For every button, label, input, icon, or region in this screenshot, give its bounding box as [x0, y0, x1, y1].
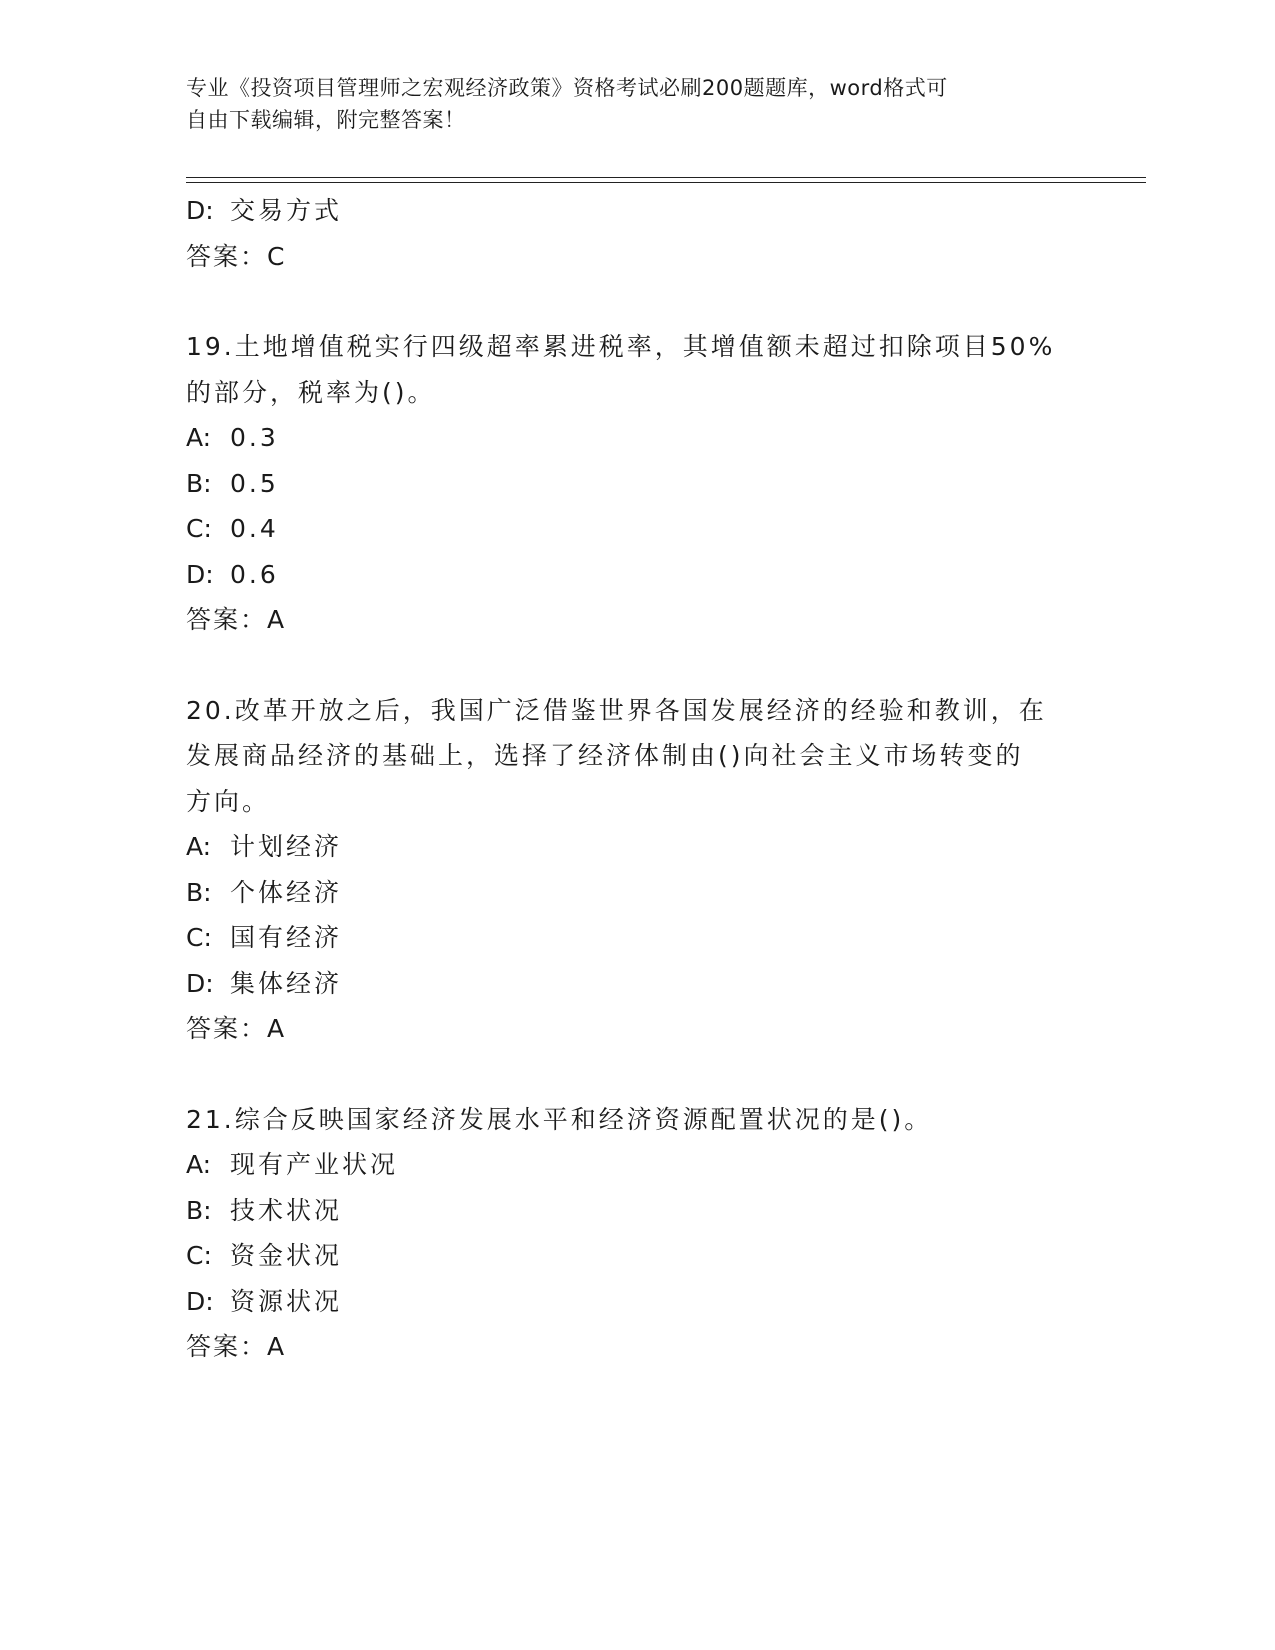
- option-label: D:: [186, 968, 214, 998]
- q19-answer: 答案：A: [186, 605, 287, 634]
- option-text: 现有产业状况: [230, 1150, 399, 1179]
- option-label: D:: [186, 559, 214, 589]
- q20-option-d: [186, 961, 1086, 1007]
- header-rule-top: [186, 177, 1146, 178]
- option-text: 0.6: [230, 559, 279, 589]
- stem-line: 发展商品经济的基础上，选择了经济体制由()向社会主义市场转变的: [186, 741, 1024, 770]
- header-line-1: 专业《投资项目管理师之宏观经济政策》资格考试必刷200题题库，word格式可: [186, 76, 948, 100]
- option-text: 个体经济: [230, 877, 343, 907]
- option-text: 0.5: [230, 468, 279, 498]
- stem-line: 21.综合反映国家经济发展水平和经济资源配置状况的是()。: [186, 1104, 933, 1134]
- document-body: [186, 188, 1086, 1370]
- option-label: A:: [186, 1150, 212, 1179]
- stem-line: 19.土地增值税实行四级超率累进税率，其增值额未超过扣除项目50%: [186, 332, 1056, 361]
- stem-line: 20.改革开放之后，我国广泛借鉴世界各国发展经济的经验和教训，在: [186, 695, 1047, 725]
- option-text: 0.4: [230, 514, 279, 543]
- option-label: C:: [186, 514, 212, 543]
- option-text: 资金状况: [230, 1241, 343, 1270]
- option-text: 集体经济: [230, 968, 343, 998]
- q19-option-c: [186, 506, 1086, 552]
- option-label: C:: [186, 1241, 212, 1270]
- option-text: 资源状况: [230, 1286, 343, 1316]
- question-20-stem: [186, 688, 1086, 825]
- option-text: 交易方式: [230, 196, 343, 225]
- q21-option-d: [186, 1279, 1086, 1325]
- q20-answer: 答案：A: [186, 1014, 287, 1043]
- prev-answer: 答案：C: [186, 241, 287, 271]
- option-text: 技术状况: [230, 1195, 343, 1225]
- document-header: [186, 72, 1066, 136]
- stem-line: 方向。: [186, 786, 271, 816]
- q21-option-a: [186, 1142, 1086, 1188]
- option-label: D:: [186, 196, 214, 225]
- option-text: 国有经济: [230, 923, 343, 952]
- q20-option-c: [186, 915, 1086, 961]
- option-label: D:: [186, 1286, 214, 1316]
- stem-line: 的部分，税率为()。: [186, 377, 436, 407]
- option-label: A:: [186, 832, 212, 861]
- option-label: B:: [186, 1195, 212, 1225]
- option-label: C:: [186, 923, 212, 952]
- q20-option-b: [186, 870, 1086, 916]
- q21-answer: 答案：A: [186, 1332, 287, 1361]
- option-label: A:: [186, 423, 212, 452]
- q19-option-a: [186, 415, 1086, 461]
- q20-option-a: [186, 824, 1086, 870]
- option-text: 计划经济: [230, 832, 343, 861]
- header-rule-bottom: [186, 182, 1146, 183]
- q19-option-b: [186, 461, 1086, 507]
- option-label: B:: [186, 877, 212, 907]
- q21-option-b: [186, 1188, 1086, 1234]
- q19-option-d: [186, 552, 1086, 598]
- question-21-stem: [186, 1097, 1086, 1143]
- header-line-2: 自由下载编辑，附完整答案！: [186, 108, 466, 132]
- prev-option-d: [186, 188, 1086, 234]
- q21-option-c: [186, 1233, 1086, 1279]
- question-19-stem: [186, 324, 1086, 415]
- option-label: B:: [186, 468, 212, 498]
- option-text: 0.3: [230, 423, 279, 452]
